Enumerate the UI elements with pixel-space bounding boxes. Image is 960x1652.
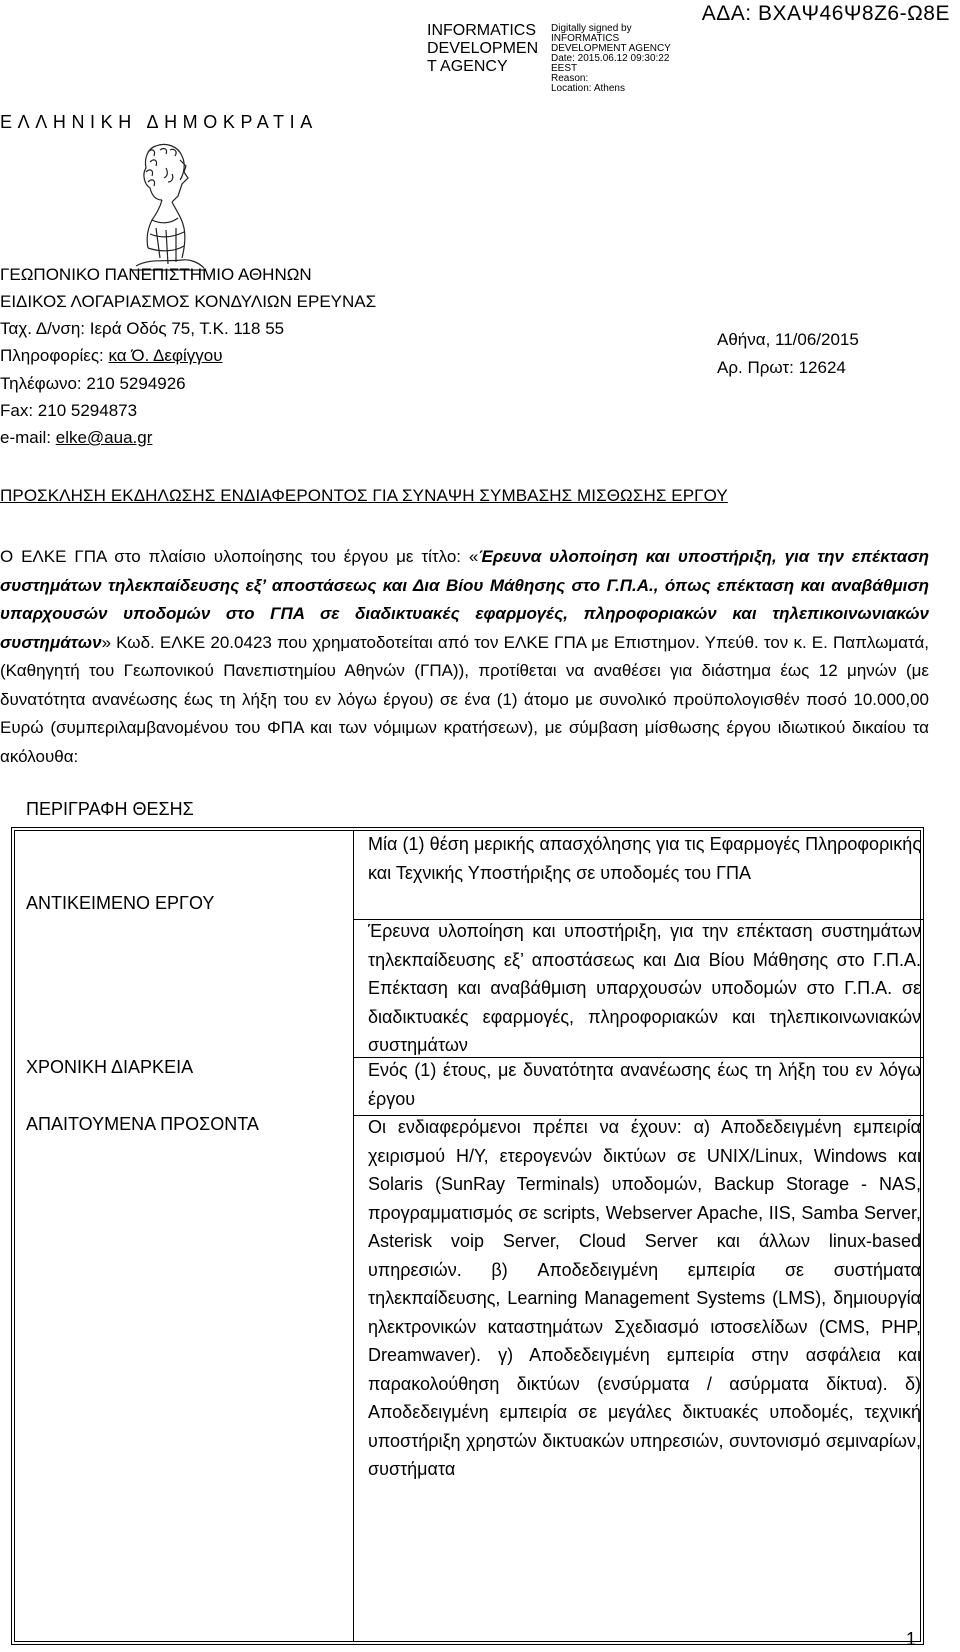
signature-line: DEVELOPMENT AGENCY [551, 43, 671, 54]
university-name: ΓΕΩΠΟΝΙΚΟ ΠΑΝΕΠΙΣΤΗΜΙΟ ΑΘΗΝΩΝ [0, 265, 312, 284]
page-number: 1 [905, 1629, 916, 1649]
value-position-description: Μία (1) θέση μερικής απασχόλησης για τις Εφαρμογές Πληροφορικής και Τεχνικής Υποστήριξης σε υποδομές του ΓΠΑ [368, 834, 921, 883]
info-contact-name: κα Ό. Δεφίγγου [108, 346, 223, 365]
intro-paragraph [0, 543, 929, 771]
info-label: Πληροφορίες: [0, 346, 109, 365]
signature-line: Reason: [551, 73, 589, 84]
document-date: Αθήνα, 11/06/2015 [717, 330, 859, 349]
signature-line: INFORMATICS [551, 33, 620, 44]
label-project-object: ΑΝΤΙΚΕΙΜΕΝΟ ΕΡΓΟΥ [26, 893, 215, 913]
signature-details [551, 24, 721, 94]
document-title: ΠΡΟΣΚΛΗΣΗ ΕΚΔΗΛΩΣΗΣ ΕΝΔΙΑΦΕΡΟΝΤΟΣ ΓΙΑ ΣΥΝΑΨΗ ΣΥΜΒΑΣΗΣ ΜΙΣΘΩΣΗΣ ΕΡΓΟΥ [0, 486, 728, 505]
university-emblem-icon [126, 138, 208, 273]
intro-text-start: Ο ΕΛΚΕ ΓΠΑ στο πλαίσιο υλοποίησης του έργου με τίτλο: « [0, 547, 479, 566]
label-duration: ΧΡΟΝΙΚΗ ΔΙΑΡΚΕΙΑ [26, 1057, 194, 1077]
email-link[interactable]: elke@aua.gr [55, 428, 153, 447]
postal-address: Ταχ. Δ/νση: Ιερά Οδός 75, Τ.Κ. 118 55 [0, 319, 285, 338]
signature-line: Location: Athens [551, 83, 625, 94]
value-duration: Ενός (1) έτους, με δυνατότητα ανανέωσης έως τη λήξη του εν λόγω έργου [368, 1060, 921, 1109]
protocol-number: Αρ. Πρωτ: 12624 [717, 358, 846, 377]
info-contact [0, 342, 223, 370]
value-required-qualifications: Οι ενδιαφερόμενοι πρέπει να έχουν: α) Αποδεδειγμένη εμπειρία χειρισμού Η/Υ, ετερογενών δικτύων σε UNIX/Linux, Windows και Solaris (SunRay Terminals) υποδομών, Backup Storage - NAS, προγραμματισμός σε scripts, Webserver Apache, IIS, Samba Server, Asterisk voip Server, Cloud Server και άλλων linux-based υπηρεσιών. β) Αποδεδειγμένη εμπειρία σε συστήματα τηλεκπαίδευσης, Learning Management Systems (LMS), δημιουργία ηλεκτρονικών καταστημάτων Σχεδιασμό ιστοσελίδων (CMS, PHP, Dreamwaver). γ) Αποδεδειγμένη εμπειρία στην ασφάλεια και παρακολούθηση δικτύων (ενσύρματα / ασύρματα δίκτυα). δ) Αποδεδειγμένη εμπειρία σε μεγάλες δικτυακές υποδομές, τεχνική υποστήριξη χρηστών δικτυακών υπηρεσιών, συντονισμό σεμιναρίων, συστήματα [368, 1117, 921, 1479]
project-title: Έρευνα υλοποίηση και υποστήριξη, για την επέκταση συστημάτων τηλεκπαίδευσης εξ’ αποστάσεως και Δια Βίου Μάθησης στο Γ.Π.Α., όπως επέκταση και αναβάθμιση υπαρχουσών υποδομών στο ΓΠΑ σε διαδικτυακές εφαρμογές, πληροφοριακών και τηλεπικοινωνιακών συστημάτων [0, 547, 930, 652]
position-details-table [14, 799, 921, 1642]
email-label: e-mail: [0, 428, 56, 447]
value-project-object: Έρευνα υλοποίηση και υποστήριξη, για την επέκταση συστημάτων τηλεκπαίδευσης εξ’ αποστάσεως και Δια Βίου Μάθησης στο Γ.Π.Α. Επέκταση και αναβάθμιση υπαρχουσών υποδομών στο Γ.Π.Α. σε διαδικτυακές εφαρμογές, πληροφοριακών και τηλεπικοινωνιακών συστημάτων [368, 921, 921, 1055]
signature-line: Digitally signed by [551, 23, 632, 34]
intro-text-end: » Κωδ. ΕΛΚΕ 20.0423 που χρηματοδοτείται από τον ΕΛΚΕ ΓΠΑ με Επιστημον. Υπεύθ. τον κ. Ε. Παπλωματά, (Καθηγητή του Γεωπονικού Πανεπιστημίου Αθηνών (ΓΠΑ)), προτίθεται να αναθέσει για διάστημα έως 12 μηνών (με δυνατότητα ανανέωσης έως τη λήξη του εν λόγω έργου) σε ένα (1) άτομο με συνολικό προϋπολογισθέν ποσό 10.000,00 Ευρώ (συμπεριλαμβανομένου του ΦΠΑ και των νόμιμων κρατήσεων), με σύμβαση μίσθωσης έργου ιδιωτικού δικαίου τα ακόλουθα: [0, 632, 929, 766]
label-position-description: ΠΕΡΙΓΡΑΦΗ ΘΕΣΗΣ [26, 799, 194, 819]
signature-line: EEST [551, 63, 578, 74]
republic-heading: ΕΛΛΗΝΙΚΗ ΔΗΜΟΚΡΑΤΙΑ [0, 112, 318, 132]
phone-number: Τηλέφωνο: 210 5294926 [0, 374, 186, 393]
signature-line: Date: 2015.06.12 09:30:22 [551, 53, 670, 64]
special-account-name: ΕΙΔΙΚΟΣ ΛΟΓΑΡΙΑΣΜΟΣ ΚΟΝΔΥΛΙΩΝ ΕΡΕΥΝΑΣ [0, 292, 377, 311]
ada-code: ΑΔΑ: ΒΧΑΨ46Ψ8Ζ6-Ω8Ε [701, 2, 950, 25]
email-line [0, 424, 152, 452]
fax-number: Fax: 210 5294873 [0, 401, 138, 420]
label-required-qualifications: ΑΠΑΙΤΟΥΜΕΝΑ ΠΡΟΣΟΝΤΑ [26, 1114, 259, 1134]
signature-organization: INFORMATICS DEVELOPMEN T AGENCY [427, 22, 539, 75]
